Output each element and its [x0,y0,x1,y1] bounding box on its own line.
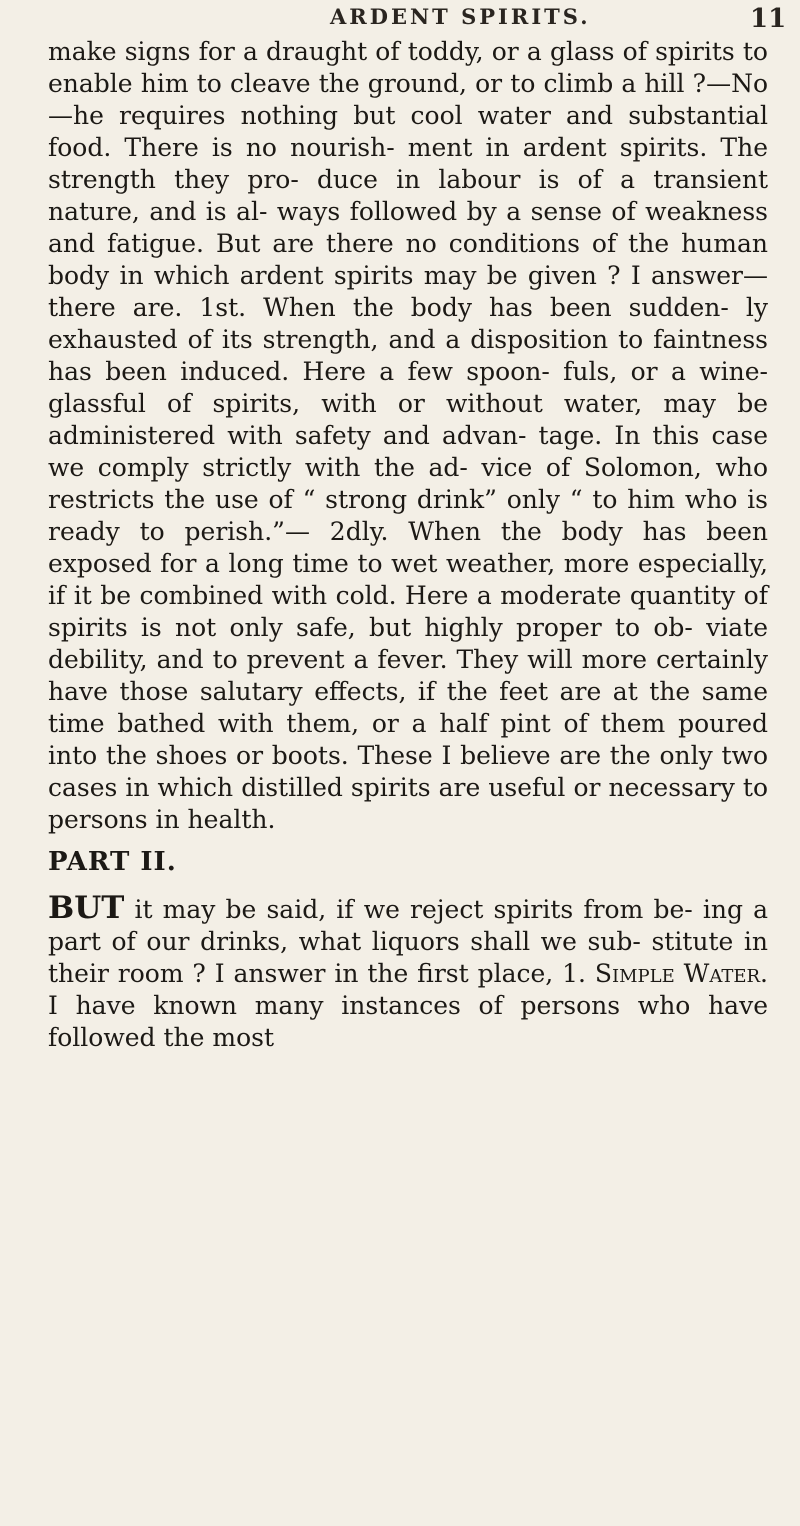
section-heading: PART II. [48,847,177,877]
drop-initial: BUT [48,890,125,926]
part-two-text-b: I have known many instances of persons who have followed the most [48,991,768,1052]
simple-water-heading: Simple Water. [594,959,768,988]
running-head [0,4,800,38]
paragraph-part-one: make signs for a draught of toddy, or a glass of spirits to enable him to cleave the ground, or to climb a hill ?—No—he requires nothing but cool water and substantial food. There is no nourish- ment in ardent spirits. The strength they pro- duce in labour is of a transient nature, and is al- ways followed by a sense of weakness and fatigue. But are there no conditions of the human body in which ardent spirits may be given ? I answer— there are. 1st. When the body has been sudden- ly exhausted of its strength, and a disposition to faintness has been induced. Here a few spoon- fuls, or a wine-glassful of spirits, with or without water, may be administered with safety and advan- tage. In this case we comply strictly with the ad- vice of Solomon, who restricts the use of “ strong drink” only “ to him who is ready to perish.”— 2dly. When the body has been exposed for a long time to wet weather, more especially, if it be combined with cold. Here a moderate quantity of spirits is not only safe, but highly proper to ob- viate debility, and to prevent a fever. They will more certainly have those salutary effects, if the feet are at the same time bathed with them, or a half pint of them poured into the shoes or boots. These I believe are the only two cases in which distilled spirits are useful or necessary to persons in health. [48,37,768,834]
page-number: 11 [750,4,787,34]
body-text [48,36,768,1054]
blank-margin [0,1405,800,1526]
paragraph-part-two [48,892,768,1054]
running-title: ARDENT SPIRITS. [330,4,591,29]
part-two-text-a: it may be said, if we reject spirits from be- ing a part of our drinks, what liquors shall we sub- stitute in their room ? I answer in the first place, 1. [48,895,768,988]
